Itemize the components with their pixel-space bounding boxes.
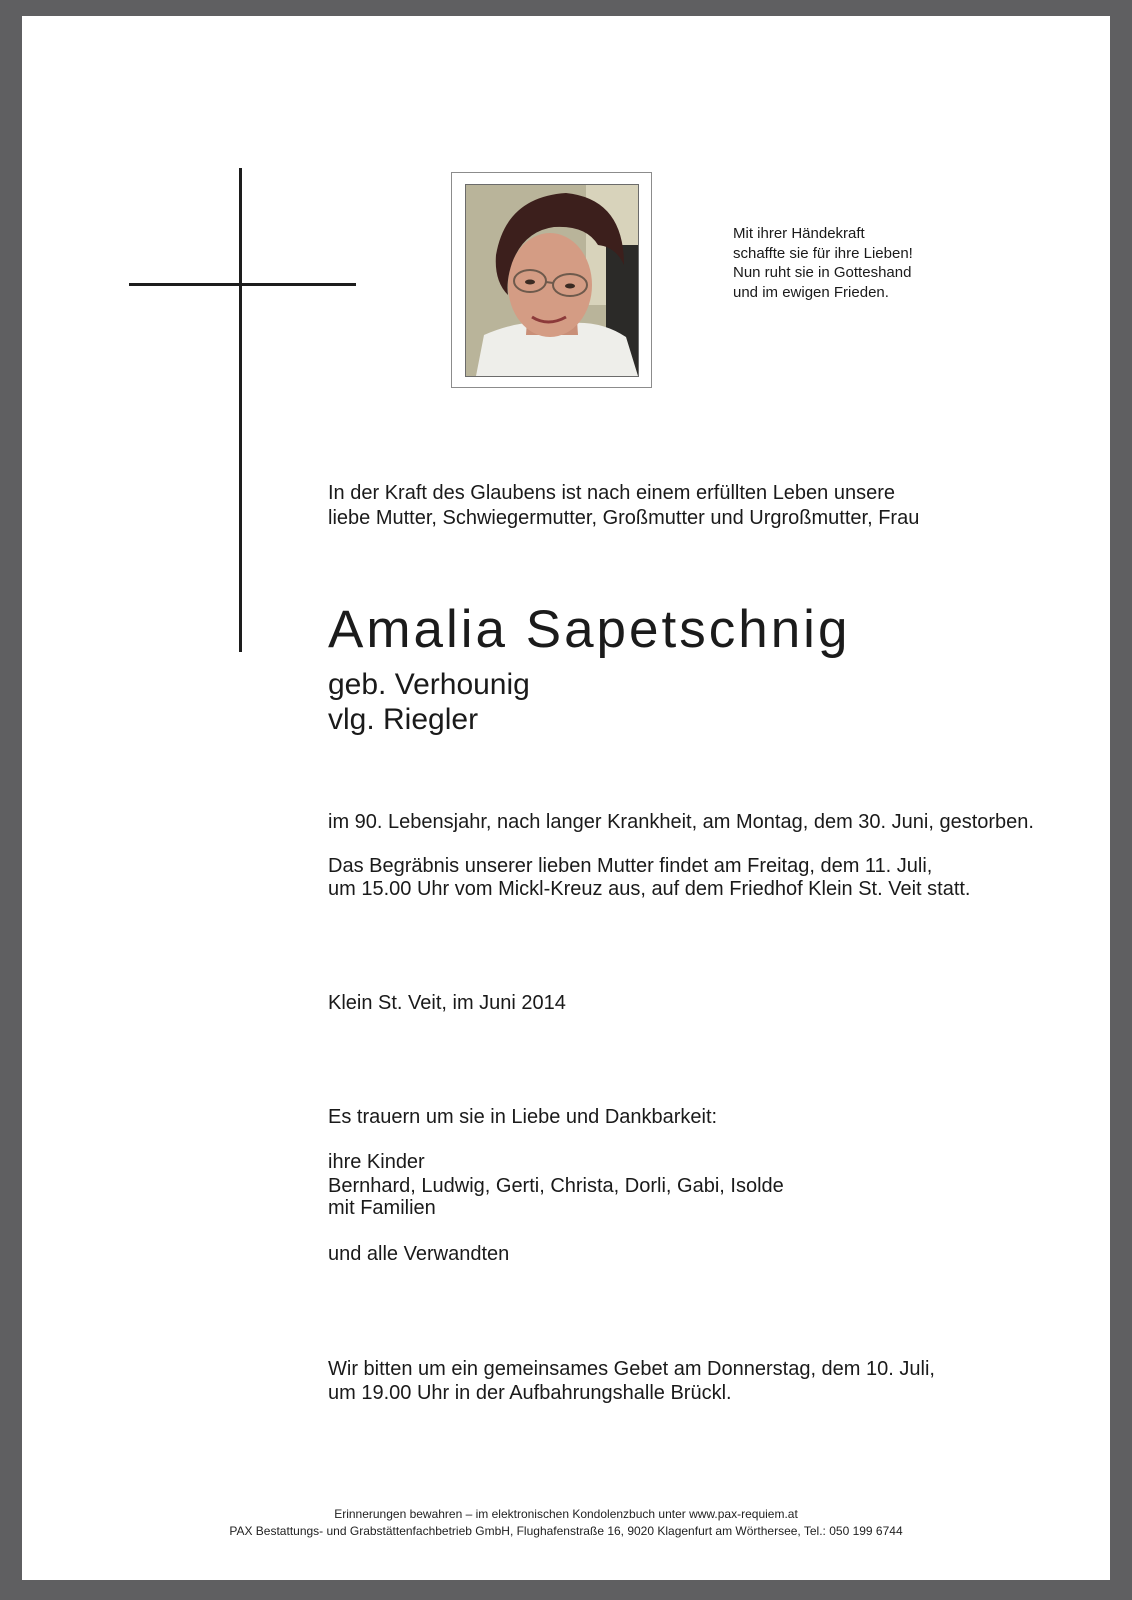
intro-line-2: liebe Mutter, Schwiegermutter, Großmutter und Urgroßmutter, Frau <box>328 507 920 529</box>
portrait-illustration <box>466 185 638 376</box>
footer-company-line: PAX Bestattungs- und Grabstättenfachbetrieb GmbH, Flughafenstraße 16, 9020 Klagenfurt am Wörthersee, Tel.: 050 199 6744 <box>229 1524 903 1538</box>
birth-name: geb. Verhounig <box>328 668 530 701</box>
memorial-quote <box>733 224 913 302</box>
place-date: Klein St. Veit, im Juni 2014 <box>328 992 566 1014</box>
quote-line: Mit ihrer Händekraft <box>733 225 865 242</box>
intro-line-1: In der Kraft des Glaubens ist nach einem erfüllten Leben unsere <box>328 482 896 504</box>
alias-name: vlg. Riegler <box>328 703 479 736</box>
funeral-line-2: um 15.00 Uhr vom Mickl-Kreuz aus, auf dem Friedhof Klein St. Veit statt. <box>328 878 971 900</box>
mourners-heading: Es trauern um sie in Liebe und Dankbarkeit: <box>328 1106 718 1128</box>
mourners-children-names: Bernhard, Ludwig, Gerti, Christa, Dorli, Gabi, Isolde <box>328 1175 784 1197</box>
cross-icon-horizontal-bar <box>129 283 356 286</box>
portrait-photo-frame <box>451 172 652 388</box>
quote-line: schaffte sie für ihre Lieben! <box>733 244 913 262</box>
funeral-line-1: Das Begräbnis unserer lieben Mutter findet am Freitag, dem 11. Juli, <box>328 855 933 877</box>
portrait-photo <box>465 184 639 377</box>
death-notice: im 90. Lebensjahr, nach langer Krankheit, am Montag, dem 30. Juni, gestorben. <box>328 811 1034 833</box>
cross-icon-vertical-bar <box>239 168 242 652</box>
mourners-relatives: und alle Verwandten <box>328 1243 510 1265</box>
mourners-children-label: ihre Kinder <box>328 1151 425 1173</box>
quote-line: und im ewigen Frieden. <box>733 283 889 301</box>
footer-condolence-line: Erinnerungen bewahren – im elektronischen Kondolenzbuch unter www.pax-requiem.at <box>334 1507 798 1521</box>
quote-line: Nun ruht sie in Gotteshand <box>733 264 912 281</box>
prayer-line-1: Wir bitten um ein gemeinsames Gebet am Donnerstag, dem 10. Juli, <box>328 1358 935 1380</box>
prayer-line-2: um 19.00 Uhr in der Aufbahrungshalle Brückl. <box>328 1382 732 1404</box>
mourners-families: mit Familien <box>328 1197 436 1219</box>
deceased-name: Amalia Sapetschnig <box>328 600 851 659</box>
